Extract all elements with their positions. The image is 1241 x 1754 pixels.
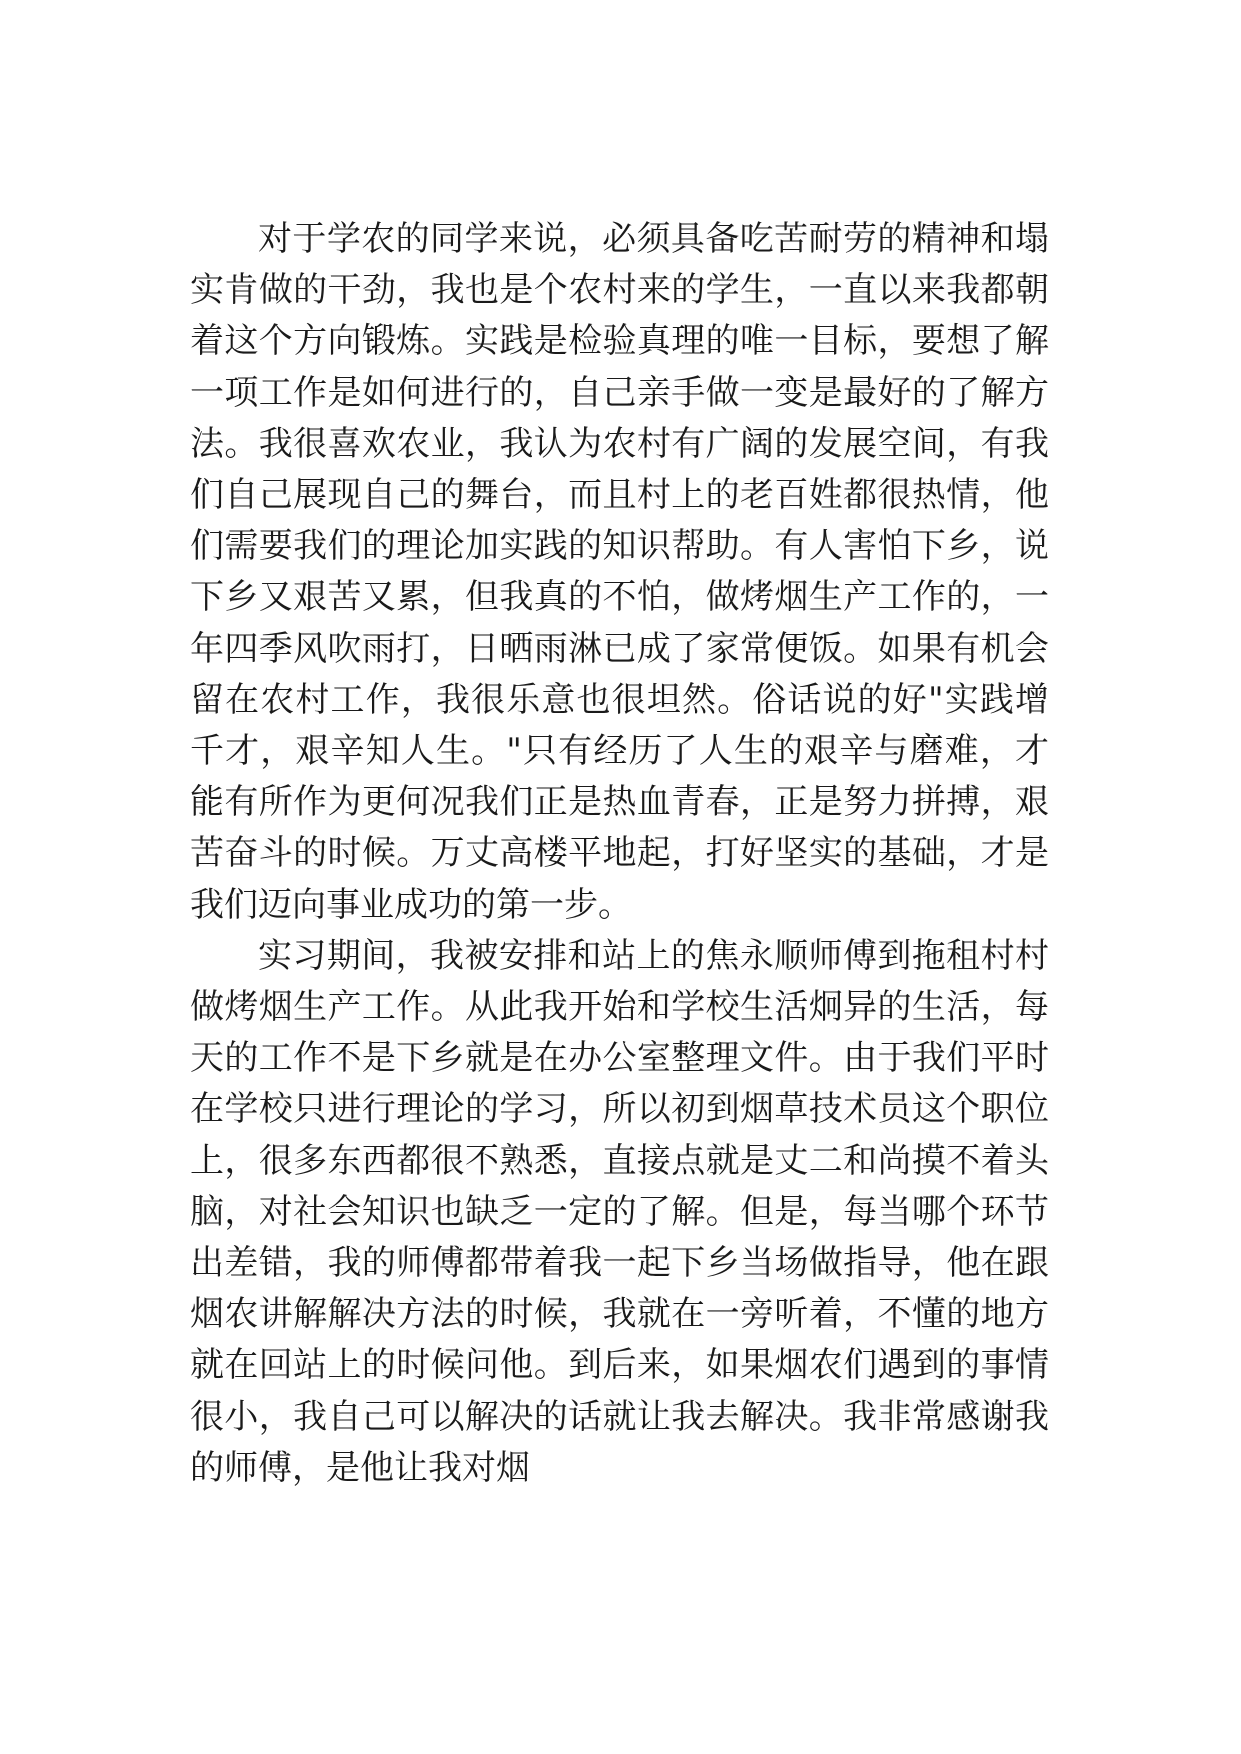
paragraph-2: 实习期间，我被安排和站上的焦永顺师傅到拖租村村做烤烟生产工作。从此我开始和学校生活炯异的生活，每天的工作不是下乡就是在办公室整理文件。由于我们平时在学校只进行理论的学习，所以初到烟草技术员这个职位上，很多东西都很不熟悉，直接点就是丈二和尚摸不着头脑，对社会知识也缺乏一定的了解。但是，每当哪个环节出差错，我的师傅都带着我一起下乡当场做指导，他在跟烟农讲解解决方法的时候，我就在一旁听着，不懂的地方就在回站上的时候问他。到后来，如果烟农们遇到的事情很小，我自己可以解决的话就让我去解决。我非常感谢我的师傅，是他让我对烟 [190,935,1049,1488]
paragraph-1: 对于学农的同学来说，必须具备吃苦耐劳的精神和塌实肯做的干劲，我也是个农村来的学生，一直以来我都朝着这个方向锻炼。实践是检验真理的唯一目标，要想了解一项工作是如何进行的，自己亲手做一变是最好的了解方法。我很喜欢农业，我认为农村有广阔的发展空间，有我们自己展现自己的舞台，而且村上的老百姓都很热情，他们需要我们的理论加实践的知识帮助。有人害怕下乡，说下乡又艰苦又累，但我真的不怕，做烤烟生产工作的，一年四季风吹雨打，日晒雨淋已成了家常便饭。如果有机会留在农村工作，我很乐意也很坦然。俗话说的好"实践增千才，艰辛知人生。"只有经历了人生的艰辛与磨难，才能有所作为更何况我们正是热血青春，正是努力拼搏，艰苦奋斗的时候。万丈高楼平地起，打好坚实的基础，才是我们迈向事业成功的第一步。 [190,219,1049,925]
document-body [190,214,1049,1494]
